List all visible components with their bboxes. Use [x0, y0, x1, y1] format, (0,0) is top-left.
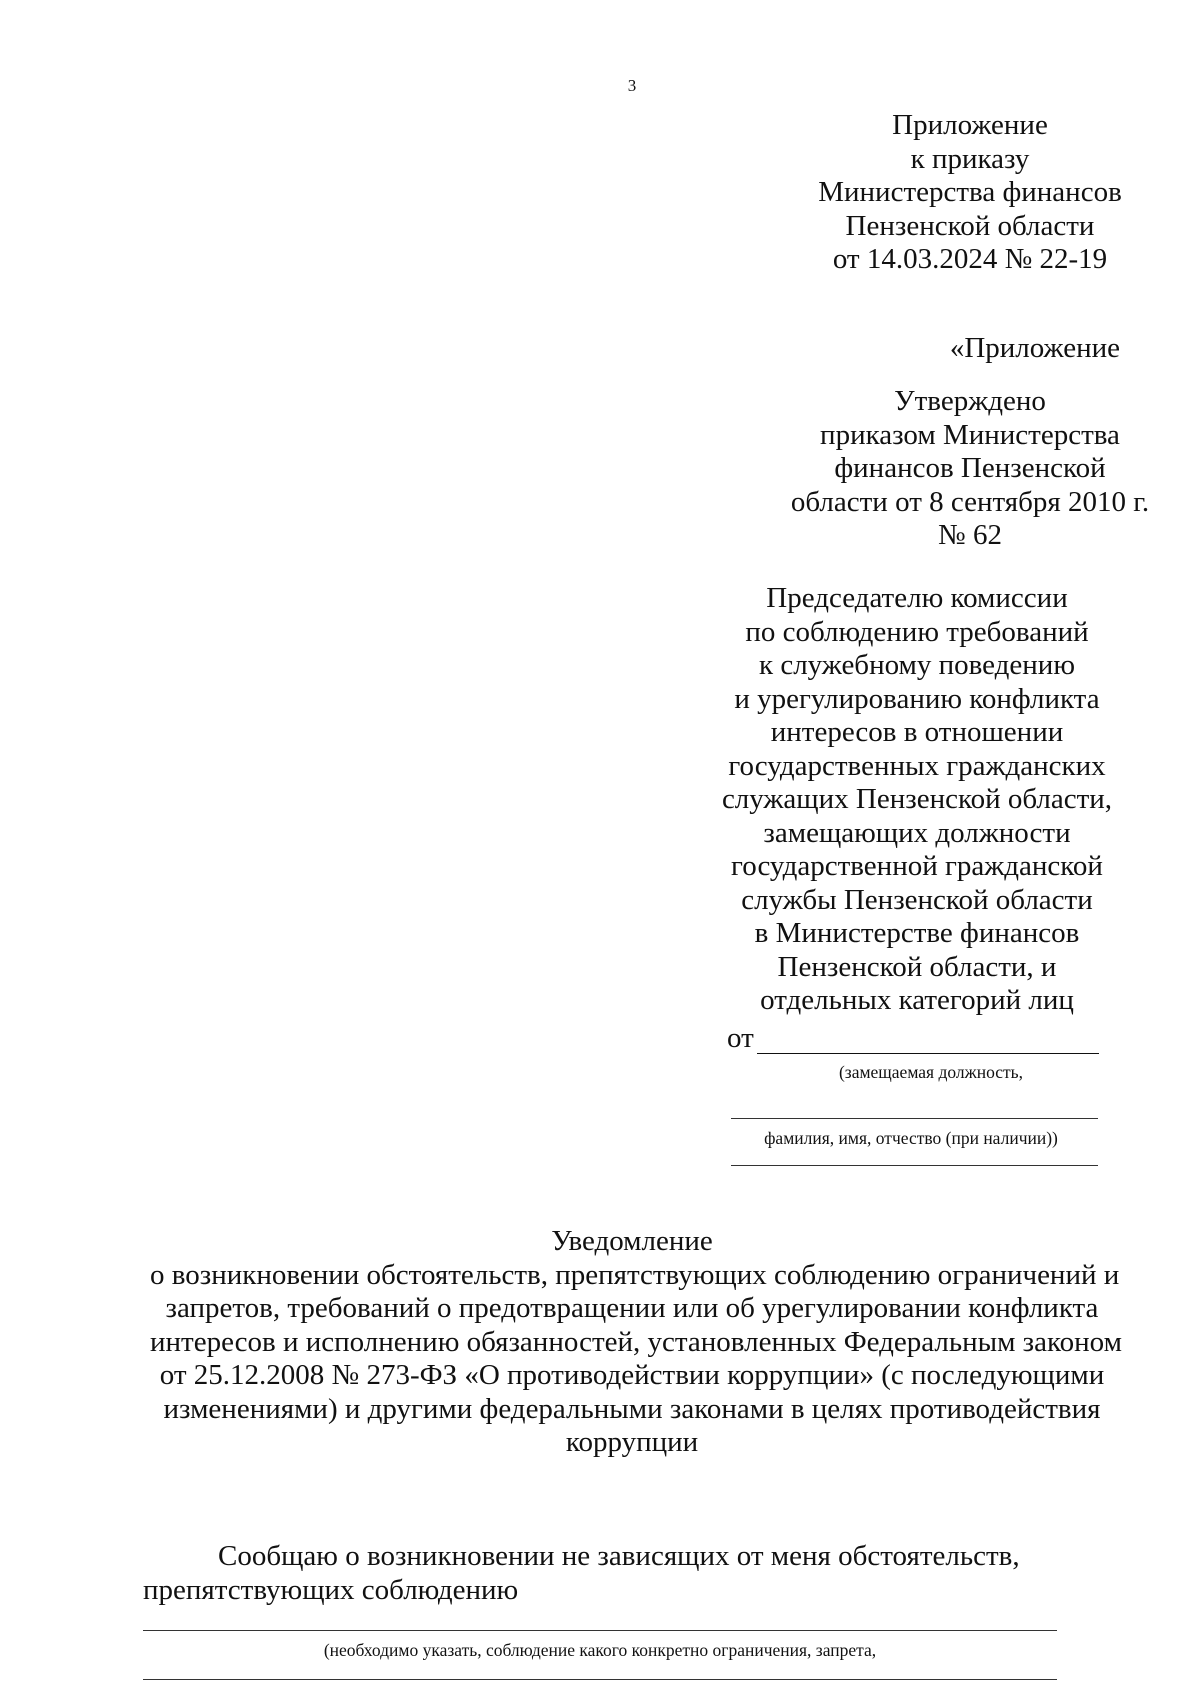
addressee-line: интересов в отношении — [770, 716, 1064, 748]
approved-line: финансов Пензенской — [834, 452, 1106, 484]
appendix-line: Пензенской области — [845, 209, 1095, 242]
appendix-quote-label: «Приложение — [949, 332, 1120, 364]
notice-line: интересов и исполнению обязанностей, установленных Федеральным законом — [150, 1325, 1122, 1358]
addressee-line: отдельных категорий лиц — [760, 984, 1074, 1016]
addressee-line: в Министерстве финансов — [754, 917, 1080, 949]
body-fill-line-2[interactable] — [143, 1679, 1057, 1680]
addressee-line: службы Пензенской области — [741, 883, 1093, 916]
notice-line: о возникновении обстоятельств, препятствующих соблюдению ограничений и — [150, 1258, 1120, 1291]
addressee-line: государственных гражданских — [728, 749, 1106, 782]
name-fill-line[interactable] — [731, 1118, 1098, 1119]
notice-line: запретов, требований о предотвращении или об урегулировании конфликта — [165, 1292, 1099, 1324]
appendix-line: Министерства финансов — [818, 176, 1122, 208]
approved-line: № 62 — [938, 519, 1002, 551]
notice-line: изменениями) и другими федеральными законами в целях противодействия — [163, 1392, 1101, 1425]
addressee-line: к служебному поведению — [758, 649, 1075, 681]
body-line: препятствующих соблюдению — [143, 1574, 519, 1606]
approved-line: Утверждено — [894, 385, 1046, 417]
notice-block — [150, 1225, 1122, 1460]
notice-line: от 25.12.2008 № 273-ФЗ «О противодействии коррупции» (с последующими — [159, 1359, 1105, 1391]
page-number: 3 — [627, 76, 637, 95]
body-fill-line[interactable] — [143, 1630, 1057, 1631]
appendix-line: Приложение — [892, 109, 1048, 141]
addressee-block — [707, 582, 1127, 1018]
addressee-line: и урегулированию конфликта — [734, 682, 1100, 715]
addressee-line: замещающих должности — [763, 816, 1071, 849]
approved-line: приказом Министерства — [820, 418, 1120, 451]
divider-line — [731, 1165, 1098, 1166]
addressee-line: государственной гражданской — [731, 850, 1103, 882]
addressee-line: служащих Пензенской области, — [721, 783, 1113, 815]
approved-block — [760, 385, 1180, 553]
notice-title: Уведомление — [551, 1225, 713, 1257]
approved-line: области от 8 сентября 2010 г. — [790, 485, 1150, 518]
addressee-line: Председателю комиссии — [766, 582, 1068, 614]
appendix-line: от 14.03.2024 № 22-19 — [832, 243, 1108, 275]
notice-line: коррупции — [565, 1426, 699, 1458]
body-caption: (необходимо указать, соблюдение какого конкретно ограничения, запрета, — [323, 1640, 877, 1660]
from-label: от — [727, 1022, 754, 1054]
position-caption: (замещаемая должность, — [838, 1062, 1024, 1082]
body-line: Сообщаю о возникновении не зависящих от меня обстоятельств, — [218, 1540, 1020, 1572]
from-fill-line[interactable] — [757, 1053, 1099, 1054]
addressee-line: Пензенской области, и — [777, 950, 1057, 983]
appendix-header — [760, 109, 1180, 277]
name-caption: фамилия, имя, отчество (при наличии)) — [764, 1128, 1058, 1148]
appendix-line: к приказу — [910, 142, 1030, 175]
addressee-line: по соблюдению требований — [745, 615, 1089, 648]
